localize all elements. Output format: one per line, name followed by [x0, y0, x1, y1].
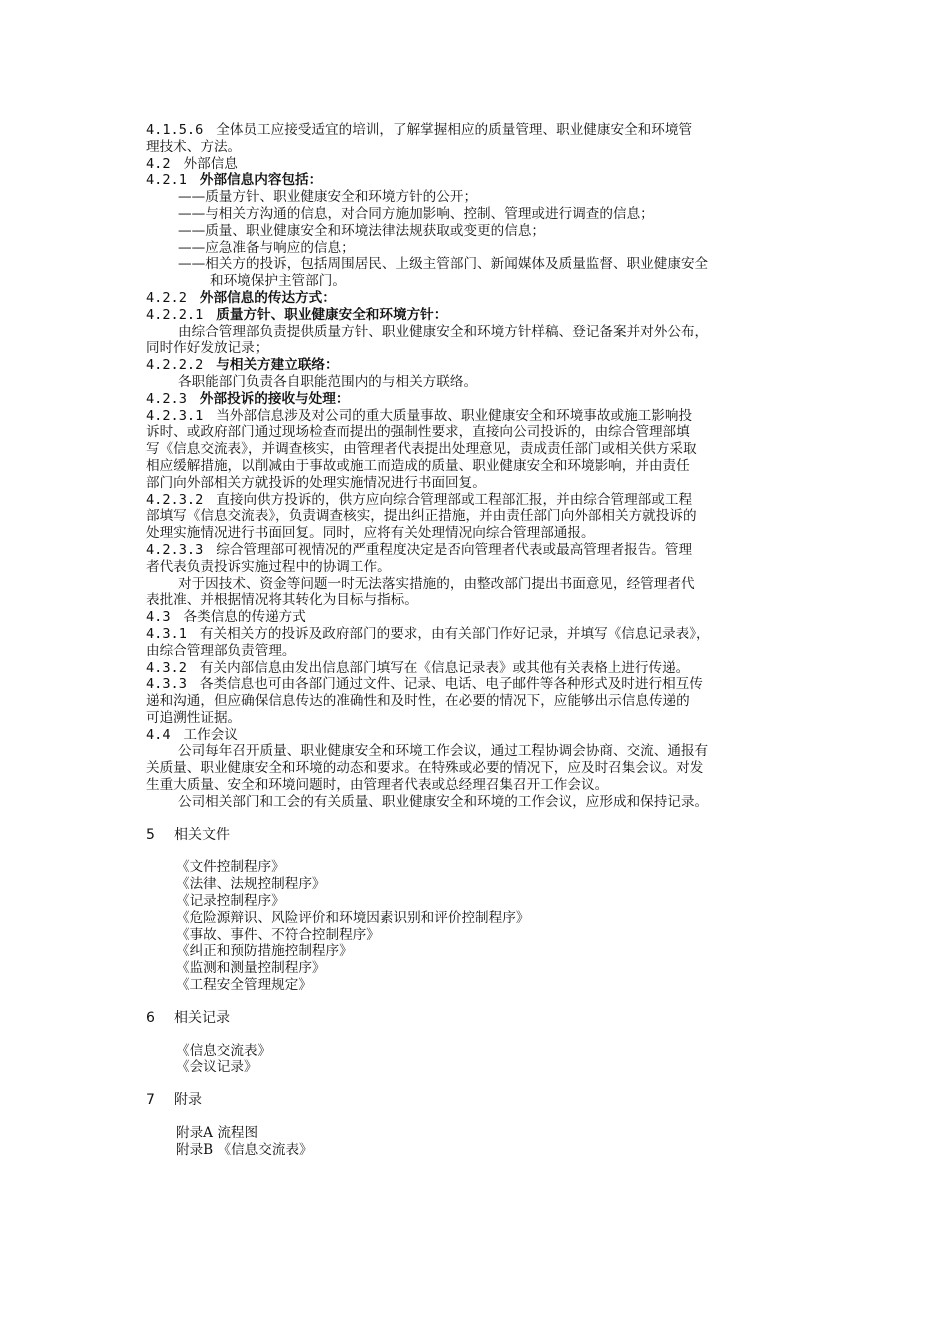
list-item: 《信息交流表》	[176, 1042, 272, 1059]
list-item: 附录B 《信息交流表》	[176, 1141, 313, 1158]
list-item: 《法律、法规控制程序》	[176, 876, 326, 893]
list-item: ——应急准备与响应的信息；	[178, 239, 355, 256]
list-item: 附录A 流程图	[176, 1125, 259, 1142]
paragraph-line: 处理实施情况进行书面回复。同时，应将有关处理情况向综合管理部通报。	[146, 525, 595, 542]
clause-4-3-3: 4.3.3 各类信息也可由各部门通过文件、记录、电话、电子邮件等各种形式及时进行相互传	[146, 676, 703, 693]
paragraph-line: 关质量、职业健康安全和环境的动态和要求。在特殊或必要的情况下，应及时召集会议。对发	[146, 760, 704, 777]
document-page	[146, 122, 818, 1159]
clause-line: 理技术、方法。	[146, 138, 242, 155]
section-7-heading: 7 附录	[146, 1092, 202, 1109]
list-item: 《记录控制程序》	[176, 893, 285, 910]
paragraph-line: 写《信息交流表》，并调查核实，由管理者代表提出处理意见，责成责任部门或相关供方采取	[146, 441, 697, 458]
spacer	[146, 994, 818, 1010]
section-5-heading: 5 相关文件	[146, 826, 230, 843]
list-item: ——质量方针、职业健康安全和环境方针的公开；	[178, 189, 478, 206]
heading-4-2-3: 4.2.3 外部投诉的接收与处理：	[146, 390, 350, 407]
paragraph-line: 由综合管理部负责管理。	[146, 642, 296, 659]
list-item: 《危险源辩识、风险评价和环境因素识别和评价控制程序》	[176, 909, 530, 926]
list-item: 《纠正和预防措施控制程序》	[176, 943, 353, 960]
list-item: ——相关方的投诉，包括周围居民、上级主管部门、新闻媒体及质量监督、职业健康安全	[178, 256, 709, 273]
paragraph-line: 同时作好发放记录；	[146, 340, 269, 357]
paragraph-line: 可追溯性证据。	[146, 709, 242, 726]
heading-4-2: 4.2 外部信息	[146, 155, 238, 172]
paragraph-line: 相应缓解措施，以削减由于事故或施工而造成的质量、职业健康安全和环境影响，并由责任	[146, 457, 690, 474]
list-item: 《监测和测量控制程序》	[176, 960, 326, 977]
clause-4-1-5-6: 4.1.5.6 全体员工应接受适宜的培训，了解掌握相应的质量管理、职业健康安全和环境管	[146, 122, 693, 138]
paragraph-line: 公司每年召开质量、职业健康安全和环境工作会议，通过工程协调会协商、交流、通报有	[178, 743, 709, 760]
spacer	[146, 843, 818, 859]
heading-4-2-2: 4.2.2 外部信息的传达方式：	[146, 289, 336, 306]
list-item: 《事故、事件、不符合控制程序》	[176, 926, 380, 943]
spacer	[146, 1076, 818, 1092]
paragraph-line: 各职能部门负责各自职能范围内的与相关方联络。	[178, 373, 478, 390]
section-6-heading: 6 相关记录	[146, 1009, 230, 1026]
paragraph-line: 递和沟通，但应确保信息传达的准确性和及时性，在必要的情况下，应能够出示信息传递的	[146, 693, 690, 710]
heading-4-2-1: 4.2.1 外部信息内容包括：	[146, 172, 323, 189]
paragraph-line: 公司相关部门和工会的有关质量、职业健康安全和环境的工作会议，应形成和保持记录。	[178, 793, 709, 810]
heading-4-2-2-2: 4.2.2.2 与相关方建立联络：	[146, 357, 339, 374]
paragraph-line: 对于因技术、资金等问题一时无法落实措施的，由整改部门提出书面意见，经管理者代	[178, 575, 695, 592]
spacer	[146, 1027, 818, 1043]
paragraph-line: 部填写《信息交流表》，负责调查核实，提出纠正措施，并由责任部门向外部相关方就投诉的	[146, 508, 697, 525]
list-item: ——与相关方沟通的信息，对合同方施加影响、控制、管理或进行调查的信息；	[178, 205, 654, 222]
paragraph-line: 诉时、或政府部门通过现场检查而提出的强制性要求，直接向公司投诉的，由综合管理部填	[146, 424, 690, 441]
clause-4-2-3-1: 4.2.3.1 当外部信息涉及对公司的重大质量事故、职业健康安全和环境事故或施工影响投	[146, 407, 693, 424]
list-item-continued: 和环境保护主管部门。	[210, 273, 346, 290]
list-item: 《文件控制程序》	[176, 859, 285, 876]
heading-4-3: 4.3 各类信息的传递方式	[146, 609, 306, 626]
paragraph-line: 由综合管理部负责提供质量方针、职业健康安全和环境方针样稿、登记备案并对外公布，	[178, 323, 709, 340]
clause-4-3-1: 4.3.1 有关相关方的投诉及政府部门的要求，由有关部门作好记录，并填写《信息记录表》，	[146, 625, 710, 642]
heading-4-4: 4.4 工作会议	[146, 726, 238, 743]
spacer	[146, 811, 818, 827]
list-item: 《会议记录》	[176, 1059, 258, 1076]
paragraph-line: 部门向外部相关方就投诉的处理实施情况进行书面回复。	[146, 474, 486, 491]
list-item: 《工程安全管理规定》	[176, 977, 312, 994]
paragraph-line: 者代表负责投诉实施过程中的协调工作。	[146, 558, 391, 575]
paragraph-line: 生重大质量、安全和环境问题时，由管理者代表或总经理召集召开工作会议。	[146, 777, 609, 794]
paragraph-line: 表批准、并根据情况将其转化为目标与指标。	[146, 592, 418, 609]
clause-4-3-2: 4.3.2 有关内部信息由发出信息部门填写在《信息记录表》或其他有关表格上进行传递。	[146, 659, 690, 676]
spacer	[146, 1109, 818, 1125]
clause-4-2-3-2: 4.2.3.2 直接向供方投诉的，供方应向综合管理部或工程部汇报，并由综合管理部或工程	[146, 491, 693, 508]
clause-4-2-3-3: 4.2.3.3 综合管理部可视情况的严重程度决定是否向管理者代表或最高管理者报告。管理	[146, 541, 693, 558]
list-item: ——质量、职业健康安全和环境法律法规获取或变更的信息；	[178, 222, 546, 239]
heading-4-2-2-1: 4.2.2.1 质量方针、职业健康安全和环境方针：	[146, 306, 448, 323]
